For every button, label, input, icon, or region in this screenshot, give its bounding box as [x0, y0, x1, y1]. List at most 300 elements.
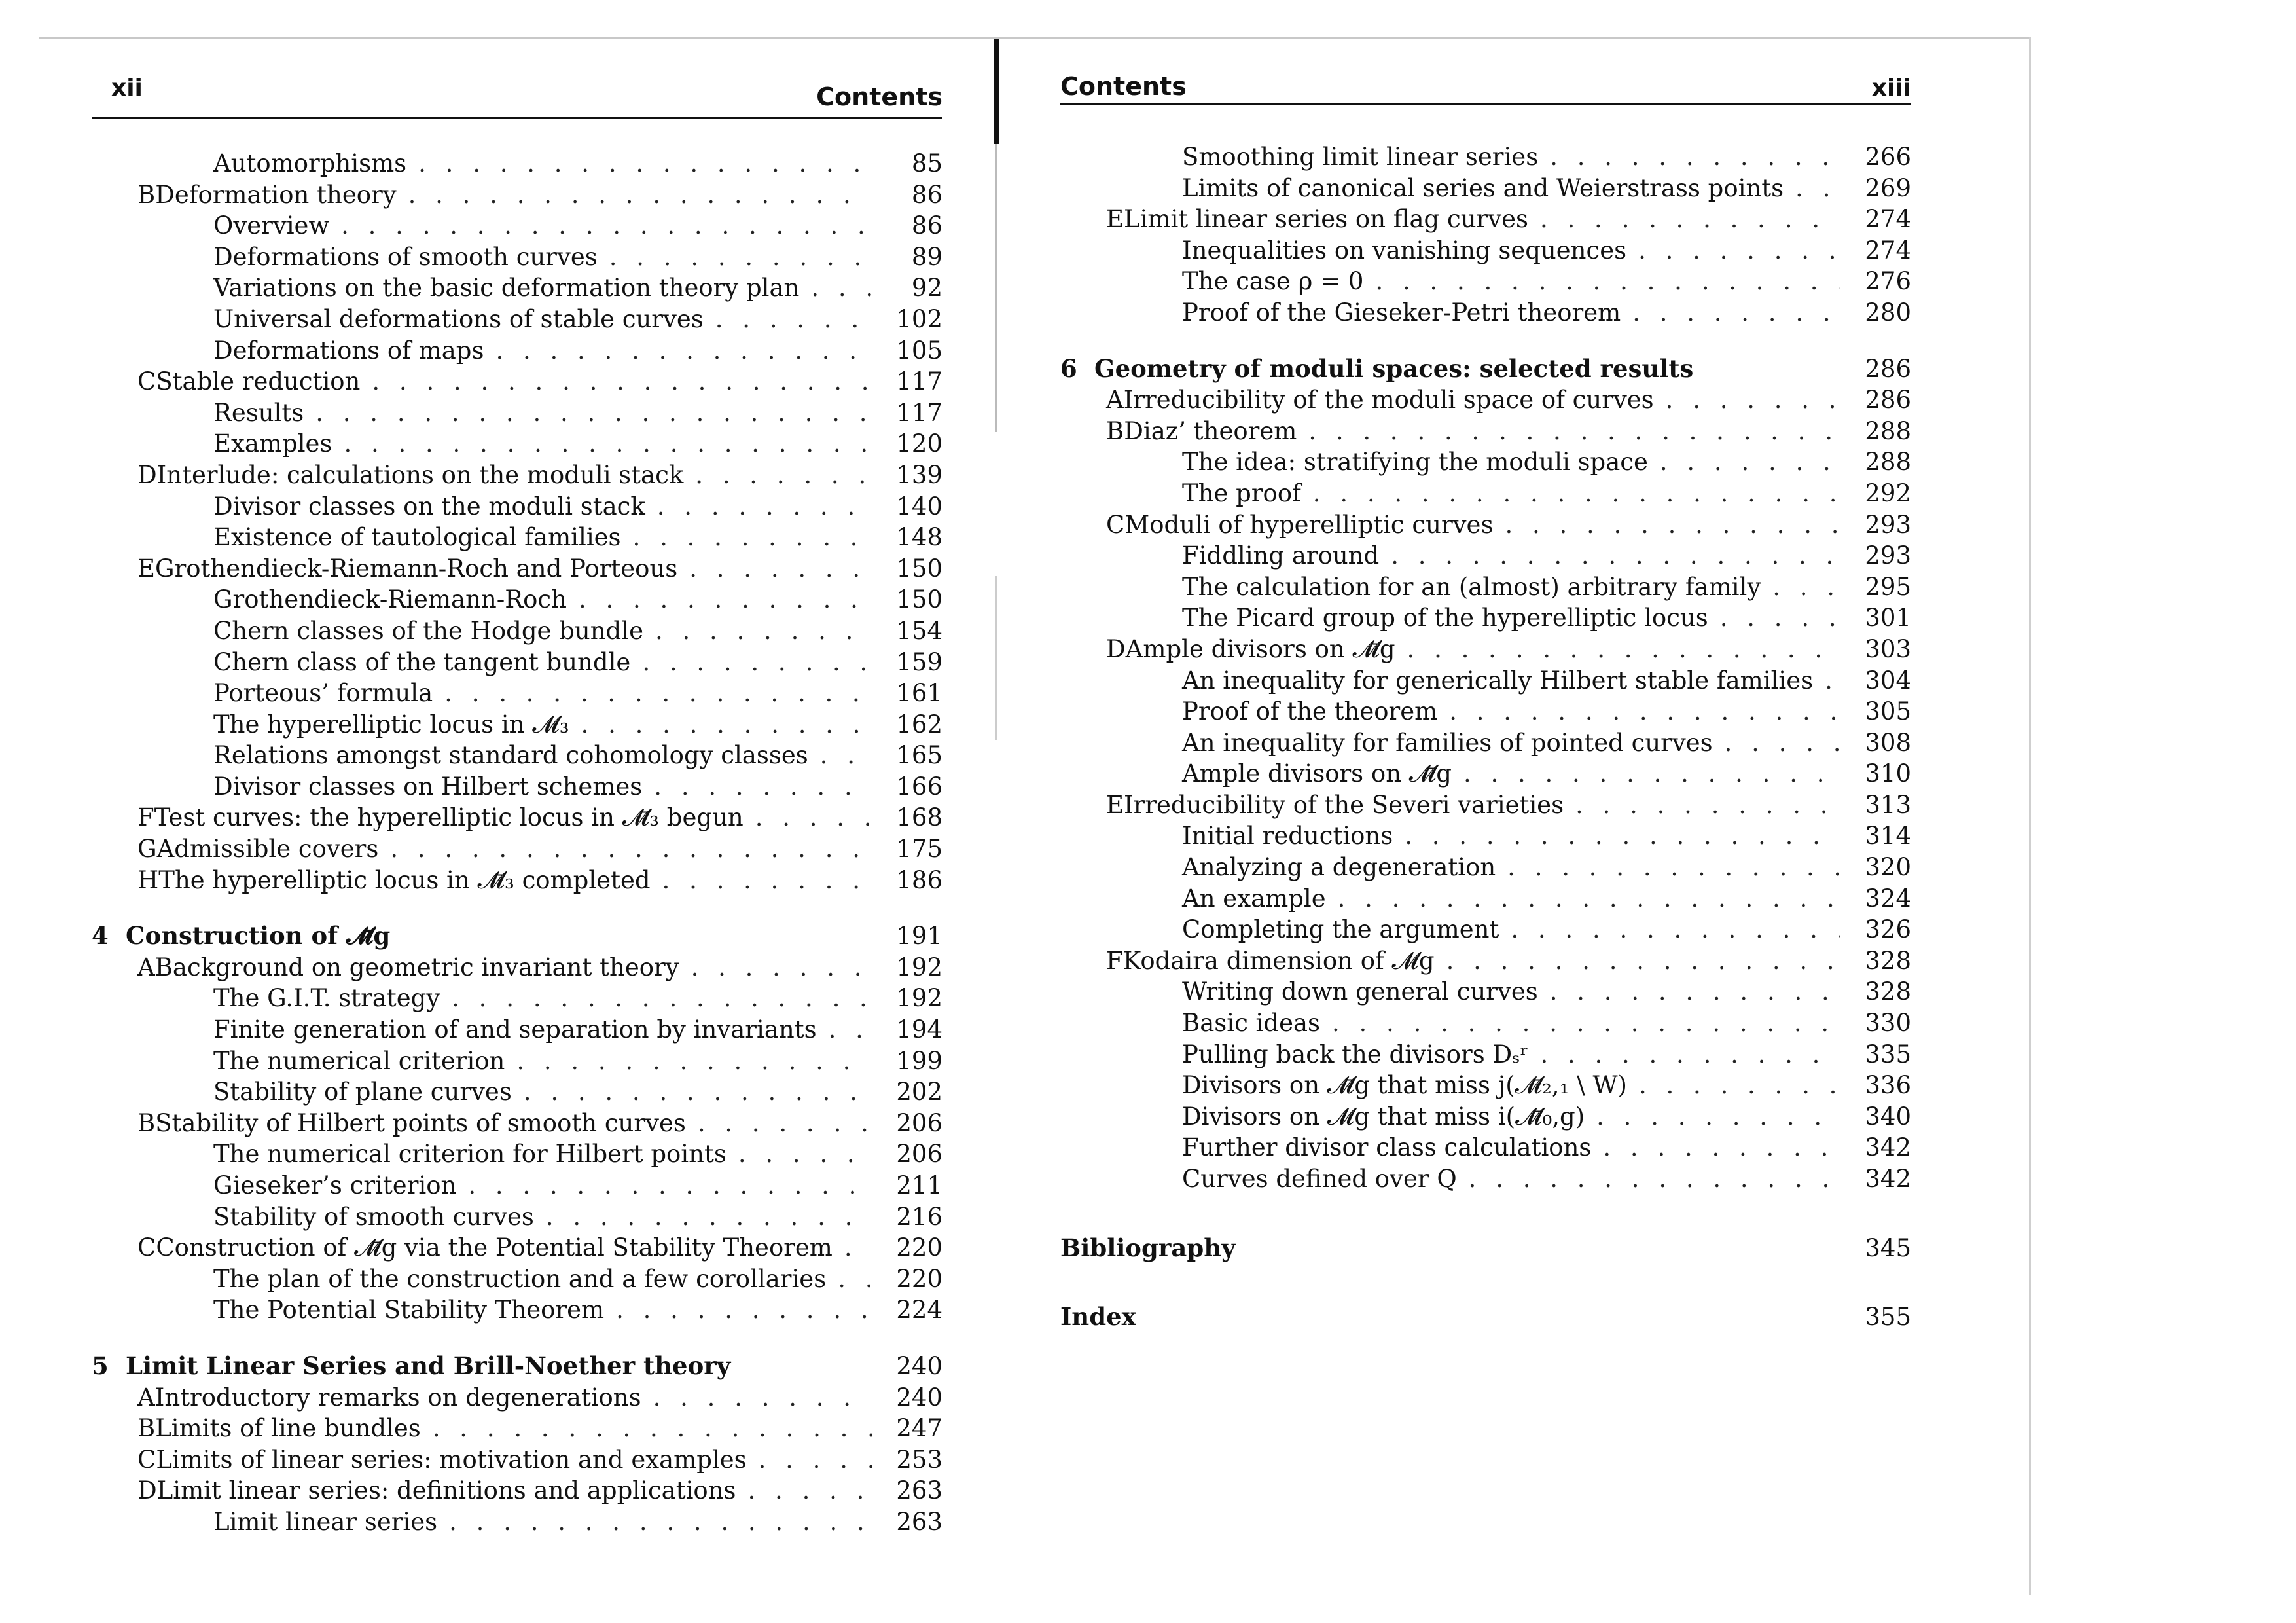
toc-entry-number: 5 [92, 1351, 109, 1380]
toc-entry[interactable] [92, 678, 942, 709]
toc-entry-page: 216 [896, 1202, 942, 1231]
toc-entry[interactable] [92, 865, 942, 896]
toc-entry-number: D [137, 460, 157, 489]
toc-entry-title: Limits of linear series: motivation and examples [156, 1445, 747, 1474]
toc-entry-page: 303 [1865, 634, 1911, 663]
toc-entry-page: 342 [1865, 1165, 1911, 1193]
toc-entry[interactable] [1060, 1008, 1911, 1039]
dot-leader [581, 709, 872, 740]
toc-entry[interactable] [92, 584, 942, 615]
dot-leader [642, 647, 872, 678]
toc-entry[interactable] [92, 242, 942, 273]
toc-entry[interactable] [92, 272, 942, 304]
toc-entry-page: 165 [896, 741, 942, 770]
toc-entry-title: Universal deformations of stable curves [213, 304, 704, 333]
toc-entry-page: 194 [896, 1015, 942, 1044]
dot-leader [1540, 204, 1840, 234]
toc-entry-page: 335 [1865, 1040, 1911, 1068]
toc-entry-title: Irreducibility of the moduli space of curves [1123, 386, 1654, 414]
book-gutter-shadow-lower [995, 576, 997, 740]
dot-leader [844, 1232, 872, 1263]
toc-entry-page: 263 [896, 1476, 942, 1505]
toc-entry-title: Inequalities on vanishing sequences [1182, 236, 1627, 264]
toc-entry-page: 304 [1865, 666, 1911, 695]
toc-entry[interactable] [1060, 1039, 1911, 1070]
toc-entry[interactable] [1060, 790, 1911, 821]
toc-entry[interactable] [1060, 416, 1911, 447]
toc-entry-title: Limit linear series [213, 1507, 438, 1536]
toc-entry[interactable] [92, 428, 942, 460]
dot-leader [1666, 384, 1840, 415]
chapter-spacer [1060, 329, 1911, 354]
toc-entry[interactable] [1060, 1132, 1911, 1163]
toc-entry[interactable] [92, 771, 942, 803]
toc-entry-title: Divisor classes on the moduli stack [213, 492, 645, 520]
toc-entry-title: Diaz’ theorem [1124, 416, 1297, 445]
dot-leader [609, 242, 872, 272]
toc-entry-title: The plan of the construction and a few corollaries [213, 1264, 827, 1293]
toc-entry-page: 162 [896, 710, 942, 739]
toc-entry-title: Divisor classes on Hilbert schemes [213, 772, 643, 801]
toc-entry-number: C [137, 1445, 156, 1474]
dot-leader [811, 272, 872, 303]
toc-entry[interactable] [1060, 820, 1911, 852]
dot-leader [372, 366, 872, 397]
toc-entry-title: Analyzing a degeneration [1182, 853, 1496, 882]
toc-entry[interactable] [92, 740, 942, 771]
toc-entry-title: Stability of Hilbert points of smooth curves [155, 1108, 686, 1137]
dot-leader [344, 428, 872, 459]
toc-entry[interactable] [92, 1108, 942, 1139]
book-gutter [994, 39, 999, 144]
dot-leader [1446, 945, 1840, 976]
book-gutter-shadow [995, 144, 997, 432]
toc-entry[interactable] [1060, 204, 1911, 235]
toc-entry-title: Deformations of maps [213, 336, 484, 365]
toc-entry[interactable] [92, 983, 942, 1014]
toc-entry-number: B [137, 1414, 156, 1443]
toc-entry-title: An inequality for generically Hilbert stable families [1182, 666, 1814, 695]
toc-entry[interactable] [1060, 354, 1911, 385]
dot-leader [1720, 602, 1840, 633]
toc-entry-number: C [1106, 510, 1125, 539]
dot-leader [1469, 1163, 1840, 1194]
toc-entry[interactable] [92, 1264, 942, 1295]
toc-entry-page: 274 [1865, 236, 1911, 264]
toc-entry-number: 4 [92, 921, 109, 951]
toc-entry-page: 86 [911, 211, 942, 240]
toc-entry[interactable] [1060, 509, 1911, 541]
toc-entry[interactable] [1060, 478, 1911, 509]
dot-leader [546, 1201, 872, 1232]
toc-entry-title: Deformations of smooth curves [213, 242, 598, 271]
toc-entry[interactable] [92, 615, 942, 647]
toc-entry-title: Grothendieck-Riemann-Roch and Porteous [155, 554, 678, 583]
toc-entry-title: Gieseker’s criterion [213, 1171, 457, 1199]
toc-entry-page: 220 [896, 1233, 942, 1262]
toc-entry-title: Ample divisors on 𝓜̄g [1125, 634, 1395, 663]
dot-leader [1338, 883, 1840, 914]
toc-entry-title: Curves defined over Q [1182, 1165, 1457, 1193]
toc-entry-page: 150 [896, 585, 942, 614]
dot-leader [1505, 509, 1840, 540]
toc-entry[interactable] [92, 304, 942, 335]
dot-leader [738, 1139, 872, 1169]
toc-entry-page: 336 [1865, 1071, 1911, 1100]
dot-leader [524, 1076, 872, 1107]
toc-entry-title: The case ρ = 0 [1182, 267, 1364, 296]
toc-entry-title: Existence of tautological families [213, 523, 621, 552]
chapter-spacer [92, 1326, 942, 1351]
toc-entry[interactable] [92, 952, 942, 983]
dot-leader [691, 952, 872, 983]
dot-leader [1596, 1101, 1840, 1132]
toc-entry[interactable] [92, 921, 942, 952]
toc-entry[interactable] [92, 553, 942, 585]
toc-entry-title: Grothendieck-Riemann-Roch [213, 585, 567, 614]
dot-leader [449, 1506, 872, 1537]
toc-entry[interactable] [1060, 141, 1911, 173]
toc-entry-page: 206 [896, 1140, 942, 1169]
toc-entry[interactable] [1060, 634, 1911, 665]
toc-entry-title: The calculation for an (almost) arbitrary family [1182, 572, 1761, 601]
dot-leader [1825, 665, 1840, 696]
dot-leader [1375, 266, 1840, 297]
toc-entry-title: Limits of line bundles [155, 1414, 421, 1443]
toc-entry-page: 89 [911, 242, 942, 271]
toc-entry-title: Construction of 𝓜̄g [126, 921, 391, 951]
toc-entry-number: 6 [1060, 354, 1077, 383]
toc-entry[interactable] [92, 210, 942, 242]
toc-entry[interactable] [1060, 173, 1911, 204]
toc-entry-title: Chern classes of the Hodge bundle [213, 616, 643, 645]
toc-entry-page: 269 [1865, 173, 1911, 202]
toc-entry[interactable] [92, 1475, 942, 1506]
toc-entry-page: 161 [896, 679, 942, 708]
dot-leader [1603, 1132, 1840, 1163]
left-page-number: xii [111, 75, 143, 101]
toc-entry-page: 314 [1865, 822, 1911, 850]
dot-leader [341, 210, 872, 241]
toc-entry-page: 240 [896, 1383, 942, 1412]
toc-entry-title: Porteous’ formula [213, 679, 433, 708]
toc-entry-title: Test curves: the hyperelliptic locus in 𝓜̄₃ begun [154, 803, 744, 832]
toc-entry-page: 140 [896, 492, 942, 520]
toc-entry[interactable] [92, 802, 942, 833]
toc-entry-title: Smoothing limit linear series [1182, 143, 1539, 171]
toc-entry-title: Limit linear series on flag curves [1124, 205, 1528, 234]
toc-entry-title: Stability of plane curves [213, 1078, 512, 1106]
toc-entry-number: E [137, 554, 156, 583]
scan-top-edge [39, 37, 2029, 39]
toc-entry[interactable] [92, 179, 942, 211]
toc-entry-title: Relations amongst standard cohomology classes [213, 741, 808, 770]
toc-entry[interactable] [1060, 447, 1911, 478]
toc-entry-page: 263 [896, 1507, 942, 1536]
dot-leader [408, 179, 872, 210]
toc-entry[interactable] [1060, 1070, 1911, 1101]
toc-entry-page: 154 [896, 616, 942, 645]
toc-entry[interactable] [92, 491, 942, 522]
toc-entry-title: Moduli of hyperelliptic curves [1124, 510, 1494, 539]
left-running-title: Contents [816, 82, 942, 111]
toc-entry-page: 86 [911, 180, 942, 209]
toc-entry-page: 328 [1865, 946, 1911, 975]
dot-leader [1391, 540, 1840, 571]
toc-entry-title: Admissible covers [156, 835, 379, 864]
toc-entry[interactable] [92, 1046, 942, 1077]
dot-leader [433, 1413, 872, 1444]
back-matter-entry[interactable] [1060, 1302, 1911, 1333]
toc-entry-page: 117 [896, 367, 942, 396]
toc-entry-title: Pulling back the divisors Dₛʳ [1182, 1040, 1529, 1068]
toc-entry-page: 301 [1865, 604, 1911, 632]
toc-entry-number: D [1106, 634, 1126, 663]
toc-entry-page: 191 [896, 922, 942, 951]
toc-entry[interactable] [92, 1294, 942, 1326]
dot-leader [616, 1294, 872, 1325]
toc-entry-page: 139 [896, 460, 942, 489]
back-matter-spacer [1060, 1195, 1911, 1233]
toc-entry-title: Further divisor class calculations [1182, 1133, 1592, 1162]
dot-leader [1308, 416, 1840, 447]
toc-entry[interactable] [92, 1413, 942, 1444]
toc-entry-page: 308 [1865, 728, 1911, 757]
toc-entry[interactable] [92, 1170, 942, 1201]
left-head-rule [92, 117, 942, 119]
toc-entry-page: 274 [1865, 205, 1911, 234]
toc-entry[interactable] [1060, 976, 1911, 1008]
dot-leader [1511, 914, 1840, 945]
toc-entry-page: 192 [896, 984, 942, 1013]
dot-leader [748, 1475, 872, 1506]
toc-entry[interactable] [92, 1201, 942, 1233]
toc-entry-title: Deformation theory [155, 180, 397, 209]
toc-entry[interactable] [1060, 235, 1911, 266]
right-toc [1060, 141, 1911, 1333]
dot-leader [1405, 820, 1840, 851]
toc-entry[interactable] [1060, 602, 1911, 634]
toc-entry-title: Index [1060, 1302, 1136, 1332]
toc-entry[interactable] [92, 833, 942, 865]
dot-leader [1449, 696, 1840, 727]
toc-entry[interactable] [1060, 665, 1911, 697]
toc-entry-title: Fiddling around [1182, 541, 1380, 570]
toc-entry[interactable] [92, 647, 942, 678]
toc-entry-title: Proof of the Gieseker-Petri theorem [1182, 298, 1621, 327]
toc-entry[interactable] [92, 1382, 942, 1413]
toc-entry-title: The Picard group of the hyperelliptic locus [1182, 604, 1708, 632]
toc-entry[interactable] [1060, 297, 1911, 329]
dot-leader [1772, 572, 1840, 602]
dot-leader [1332, 1008, 1840, 1038]
dot-leader [662, 865, 872, 896]
toc-entry-title: An example [1182, 884, 1326, 913]
toc-entry-page: 320 [1865, 853, 1911, 882]
toc-entry-title: Ample divisors on 𝓜̄g [1182, 759, 1452, 788]
toc-entry-title: Basic ideas [1182, 1009, 1321, 1038]
dot-leader [1632, 297, 1840, 328]
toc-entry-title: Geometry of moduli spaces: selected results [1094, 354, 1694, 383]
dot-leader [315, 397, 872, 428]
toc-entry-page: 288 [1865, 416, 1911, 445]
dot-leader [444, 678, 872, 708]
dot-leader [654, 771, 872, 802]
toc-entry[interactable] [1060, 572, 1911, 603]
toc-entry-page: 313 [1865, 790, 1911, 819]
toc-entry-number: B [137, 1108, 156, 1137]
dot-leader [653, 1382, 872, 1413]
dot-leader [755, 802, 872, 833]
toc-entry-page: 148 [896, 523, 942, 552]
toc-entry-title: Divisors on 𝓜̄g that miss j(𝓜̄₂,₁ \ W) [1182, 1071, 1627, 1100]
toc-entry[interactable] [92, 148, 942, 179]
toc-entry[interactable] [1060, 266, 1911, 297]
toc-entry[interactable] [92, 1139, 942, 1170]
dot-leader [698, 1108, 872, 1139]
toc-entry-page: 175 [896, 835, 942, 864]
toc-entry[interactable] [92, 397, 942, 429]
toc-entry-number: E [1106, 790, 1124, 819]
toc-entry[interactable] [1060, 727, 1911, 759]
toc-entry-title: Stability of smooth curves [213, 1202, 534, 1231]
toc-entry[interactable] [92, 1232, 942, 1264]
dot-leader [1313, 478, 1840, 509]
toc-entry-title: Stable reduction [156, 367, 361, 396]
toc-entry-page: 166 [896, 772, 942, 801]
toc-entry-title: Results [213, 398, 304, 427]
dot-leader [689, 553, 872, 584]
toc-entry[interactable] [92, 335, 942, 367]
toc-entry-title: The G.I.T. strategy [213, 984, 440, 1013]
dot-leader [390, 833, 872, 864]
toc-entry-number: F [1106, 946, 1123, 975]
toc-entry-page: 328 [1865, 977, 1911, 1006]
back-matter-spacer [1060, 1264, 1911, 1302]
dot-leader [838, 1264, 872, 1294]
dot-leader [715, 304, 872, 335]
toc-entry[interactable] [92, 366, 942, 397]
toc-entry-number: E [1106, 205, 1124, 234]
toc-entry-title: Variations on the basic deformation theory plan [213, 274, 800, 302]
left-toc [92, 148, 942, 1538]
toc-entry-title: The numerical criterion [213, 1046, 505, 1075]
toc-entry-page: 117 [896, 398, 942, 427]
toc-entry[interactable] [92, 1014, 942, 1046]
toc-entry-page: 102 [896, 304, 942, 333]
dot-leader [655, 615, 872, 646]
toc-entry[interactable] [1060, 384, 1911, 416]
toc-entry[interactable] [92, 1351, 942, 1382]
toc-entry-number: C [137, 1233, 156, 1262]
toc-entry[interactable] [1060, 696, 1911, 727]
toc-entry-page: 150 [896, 554, 942, 583]
toc-entry[interactable] [1060, 883, 1911, 915]
toc-entry-page: 186 [896, 866, 942, 894]
toc-entry[interactable] [1060, 758, 1911, 790]
toc-entry-page: 310 [1865, 759, 1911, 788]
toc-entry[interactable] [1060, 945, 1911, 977]
toc-entry-title: Interlude: calculations on the moduli stack [156, 460, 684, 489]
toc-entry-page: 295 [1865, 572, 1911, 601]
toc-entry-title: Construction of 𝓜̄g via the Potential Stability Theorem [156, 1233, 833, 1262]
toc-entry-page: 342 [1865, 1133, 1911, 1162]
toc-entry[interactable] [92, 1506, 942, 1538]
toc-entry-page: 85 [911, 149, 942, 177]
toc-entry-title: Writing down general curves [1182, 977, 1538, 1006]
chapter-spacer [92, 896, 942, 921]
toc-entry-title: Limit linear series: definitions and applications [156, 1476, 736, 1505]
toc-entry-page: 280 [1865, 298, 1911, 327]
dot-leader [468, 1170, 872, 1201]
dot-leader [1795, 173, 1840, 204]
dot-leader [1725, 727, 1840, 758]
toc-entry[interactable] [92, 460, 942, 491]
toc-entry-number: C [137, 367, 156, 396]
toc-entry-page: 192 [896, 953, 942, 981]
toc-entry[interactable] [92, 1076, 942, 1108]
dot-leader [1407, 634, 1840, 665]
toc-entry-title: Completing the argument [1182, 915, 1499, 944]
toc-entry-title: Limit Linear Series and Brill-Noether theory [126, 1351, 731, 1380]
toc-entry-page: 92 [911, 274, 942, 302]
toc-entry-title: Overview [213, 211, 330, 240]
toc-entry-page: 345 [1865, 1233, 1911, 1262]
toc-entry-page: 286 [1865, 386, 1911, 414]
toc-entry-title: The Potential Stability Theorem [213, 1296, 605, 1324]
toc-entry[interactable] [1060, 1101, 1911, 1133]
toc-entry[interactable] [92, 709, 942, 740]
toc-entry-page: 276 [1865, 267, 1911, 296]
toc-entry-page: 202 [896, 1078, 942, 1106]
right-running-head [1060, 65, 1911, 118]
toc-entry-title: Chern class of the tangent bundle [213, 647, 631, 676]
toc-entry-title: The numerical criterion for Hilbert points [213, 1140, 726, 1169]
toc-entry-page: 330 [1865, 1009, 1911, 1038]
dot-leader [1540, 1039, 1840, 1070]
toc-entry[interactable] [1060, 1163, 1911, 1195]
dot-leader [1507, 852, 1840, 883]
dot-leader [579, 584, 872, 615]
toc-entry-page: 199 [896, 1046, 942, 1075]
toc-entry-page: 240 [896, 1351, 942, 1380]
toc-entry[interactable] [92, 1444, 942, 1476]
back-matter-entry[interactable] [1060, 1233, 1911, 1264]
toc-entry-page: 355 [1865, 1303, 1911, 1332]
toc-entry-page: 288 [1865, 448, 1911, 477]
dot-leader [1638, 235, 1840, 266]
toc-entry-title: The proof [1182, 479, 1301, 507]
toc-entry[interactable] [1060, 852, 1911, 883]
dot-leader [1550, 141, 1840, 172]
toc-entry-title: Examples [213, 429, 332, 458]
toc-entry[interactable] [92, 522, 942, 553]
toc-entry-page: 292 [1865, 479, 1911, 507]
dot-leader [829, 1014, 872, 1045]
toc-entry-title: Background on geometric invariant theory [154, 953, 679, 981]
toc-entry-title: An inequality for families of pointed curves [1182, 728, 1713, 757]
dot-leader [633, 522, 872, 553]
toc-entry-page: 326 [1865, 915, 1911, 944]
dot-leader [695, 460, 872, 490]
dot-leader [418, 148, 872, 179]
dot-leader [820, 740, 872, 771]
toc-entry-number: G [137, 835, 157, 864]
toc-entry-page: 253 [896, 1445, 942, 1474]
toc-entry[interactable] [1060, 540, 1911, 572]
toc-entry-page: 159 [896, 647, 942, 676]
toc-entry[interactable] [1060, 914, 1911, 945]
